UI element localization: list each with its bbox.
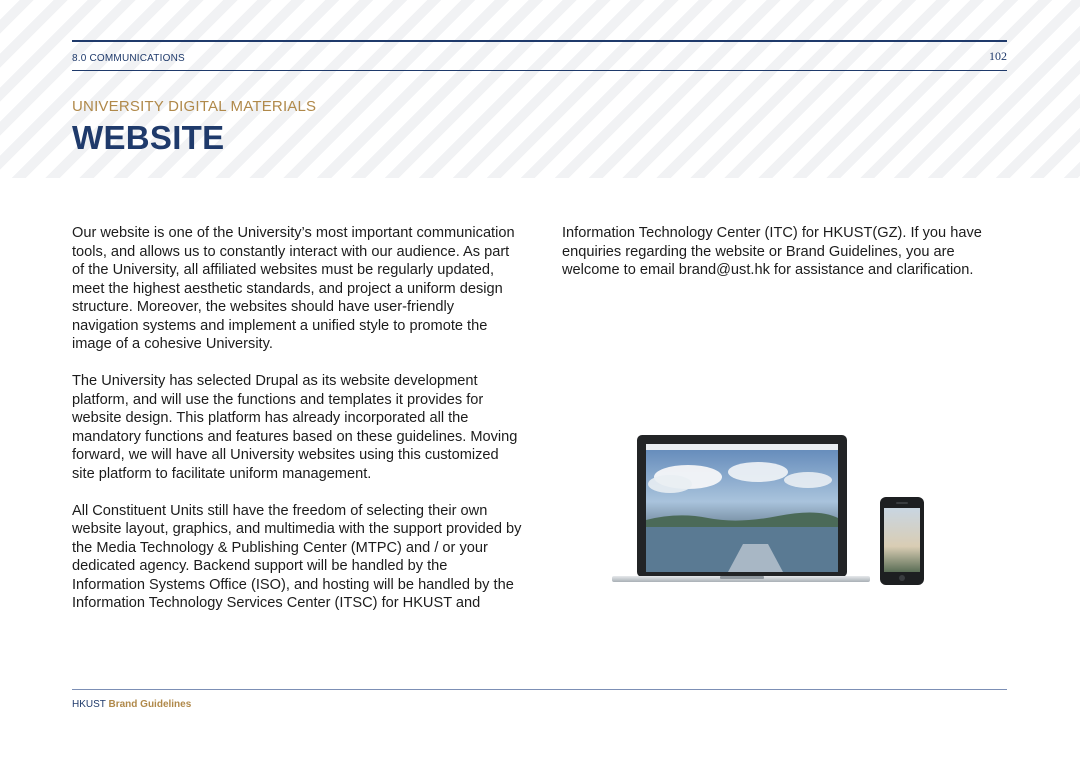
body-paragraph-2: The University has selected Drupal as its website development platform, and will use the functions and templates it provides for website design. This platform has already incorporated all the mandatory functions and features based on these guidelines. Moving forward, we will have all University websites using this customized site platform to facilitate uniform management. bbox=[72, 373, 518, 482]
phone-graphic bbox=[880, 497, 924, 585]
page-title: WEBSITE bbox=[72, 119, 225, 156]
page-overline: UNIVERSITY DIGITAL MATERIALS bbox=[72, 98, 317, 115]
page-number: 102 bbox=[989, 49, 1007, 63]
footer-rule bbox=[72, 689, 1007, 690]
body-column-left bbox=[72, 224, 522, 631]
body-column-right bbox=[562, 224, 1002, 298]
footer bbox=[72, 699, 191, 710]
laptop-graphic bbox=[612, 435, 870, 582]
header-bottom-rule bbox=[72, 70, 1007, 71]
header-top-rule bbox=[72, 40, 1007, 42]
device-mockup-illustration bbox=[608, 432, 928, 592]
footer-label: Brand Guidelines bbox=[108, 699, 192, 710]
section-label: 8.0 COMMUNICATIONS bbox=[72, 53, 185, 64]
footer-brand: HKUST bbox=[72, 699, 106, 710]
body-paragraph-1: Our website is one of the University’s most important communication tools, and allows us to constantly interact with our audience. As part of the University, all affiliated websites must be regularly updated, meet the highest aesthetic standards, and project a uniform design structure. Moreover, the websites should have user-friendly navigation systems and implement a unified style to promote the image of a cohesive University. bbox=[72, 225, 515, 352]
body-paragraph-3: All Constituent Units still have the freedom of selecting their own website layout, graphics, and multimedia with the support provided by the Media Technology & Publishing Center (MTPC) and / or your dedicated agency. Backend support will be handled by the Information Systems Office (ISO), and hosting will be handled by the Information Technology Services Center (ITSC) for HKUST and bbox=[72, 502, 522, 611]
body-paragraph-4: Information Technology Center (ITC) for HKUST(GZ). If you have enquiries regarding the website or Brand Guidelines, you are welcome to email brand@ust.hk for assistance and clarification. bbox=[562, 225, 982, 278]
